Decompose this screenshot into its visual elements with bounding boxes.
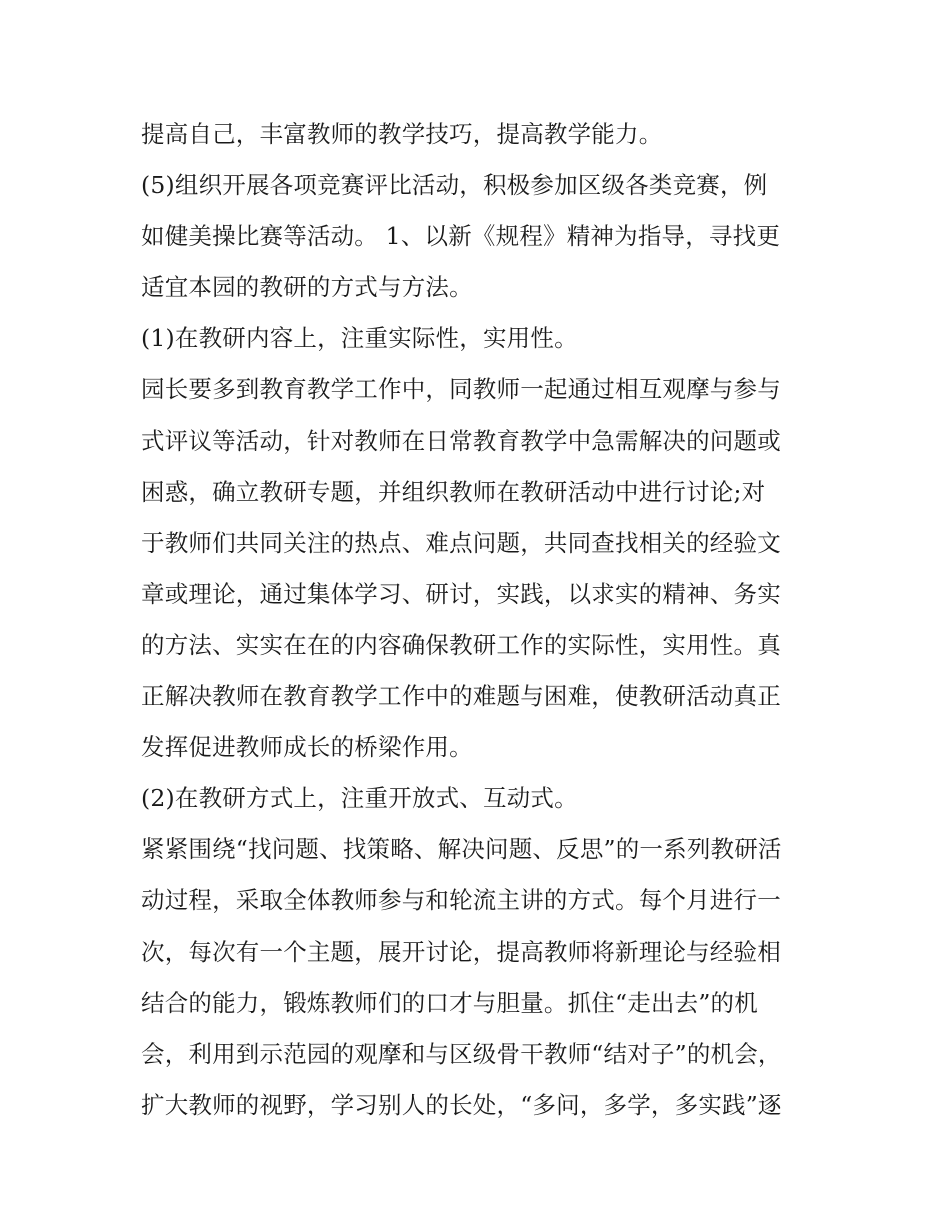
- text-line: 动过程，采取全体教师参与和轮流主讲的方式。每个月进行一: [141, 886, 781, 915]
- text-line: 次，每次有一个主题，展开讨论，提高教师将新理论与经验相: [141, 937, 781, 966]
- text-line: 如健美操比赛等活动。 1、以新《规程》精神为指导，寻找更: [141, 222, 781, 251]
- text-line: 园长要多到教育教学工作中，同教师一起通过相互观摩与参与: [141, 375, 781, 404]
- body-text: [141, 109, 821, 1131]
- text-line: 提高自己，丰富教师的教学技巧，提高教学能力。: [141, 120, 663, 148]
- text-line: 适宜本园的教研的方式与方法。: [141, 273, 473, 302]
- text-line: 式评议等活动，针对教师在日常教育教学中急需解决的问题或: [141, 426, 781, 455]
- text-line: (1)在教研内容上，注重实际性，实用性。: [141, 324, 578, 353]
- text-line: 于教师们共同关注的热点、难点问题，共同查找相关的经验文: [141, 528, 781, 557]
- text-line: 结合的能力，锻炼教师们的口才与胆量。抓住“走出去”的机: [141, 988, 758, 1017]
- text-line: (5)组织开展各项竞赛评比活动，积极参加区级各类竞赛，例: [141, 171, 768, 200]
- text-line: 会，利用到示范园的观摩和与区级骨干教师“结对子”的机会，: [141, 1039, 782, 1068]
- text-line: 章或理论，通过集体学习、研讨，实践，以求实的精神、务实: [141, 579, 781, 608]
- text-line: 的方法、实实在在的内容确保教研工作的实际性，实用性。真: [141, 630, 781, 659]
- text-line: 发挥促进教师成长的桥梁作用。: [141, 733, 473, 762]
- text-line: (2)在教研方式上，注重开放式、互动式。: [141, 784, 578, 813]
- text-line: 困惑，确立教研专题，并组织教师在教研活动中进行讨论;对: [141, 477, 766, 506]
- text-line: 扩大教师的视野，学习别人的长处，“多问，多学，多实践”逐: [141, 1090, 782, 1119]
- text-line: 正解决教师在教育教学工作中的难题与困难，使教研活动真正: [141, 682, 781, 711]
- text-line: 紧紧围绕“找问题、找策略、解决问题、反思”的一系列教研活: [141, 835, 782, 864]
